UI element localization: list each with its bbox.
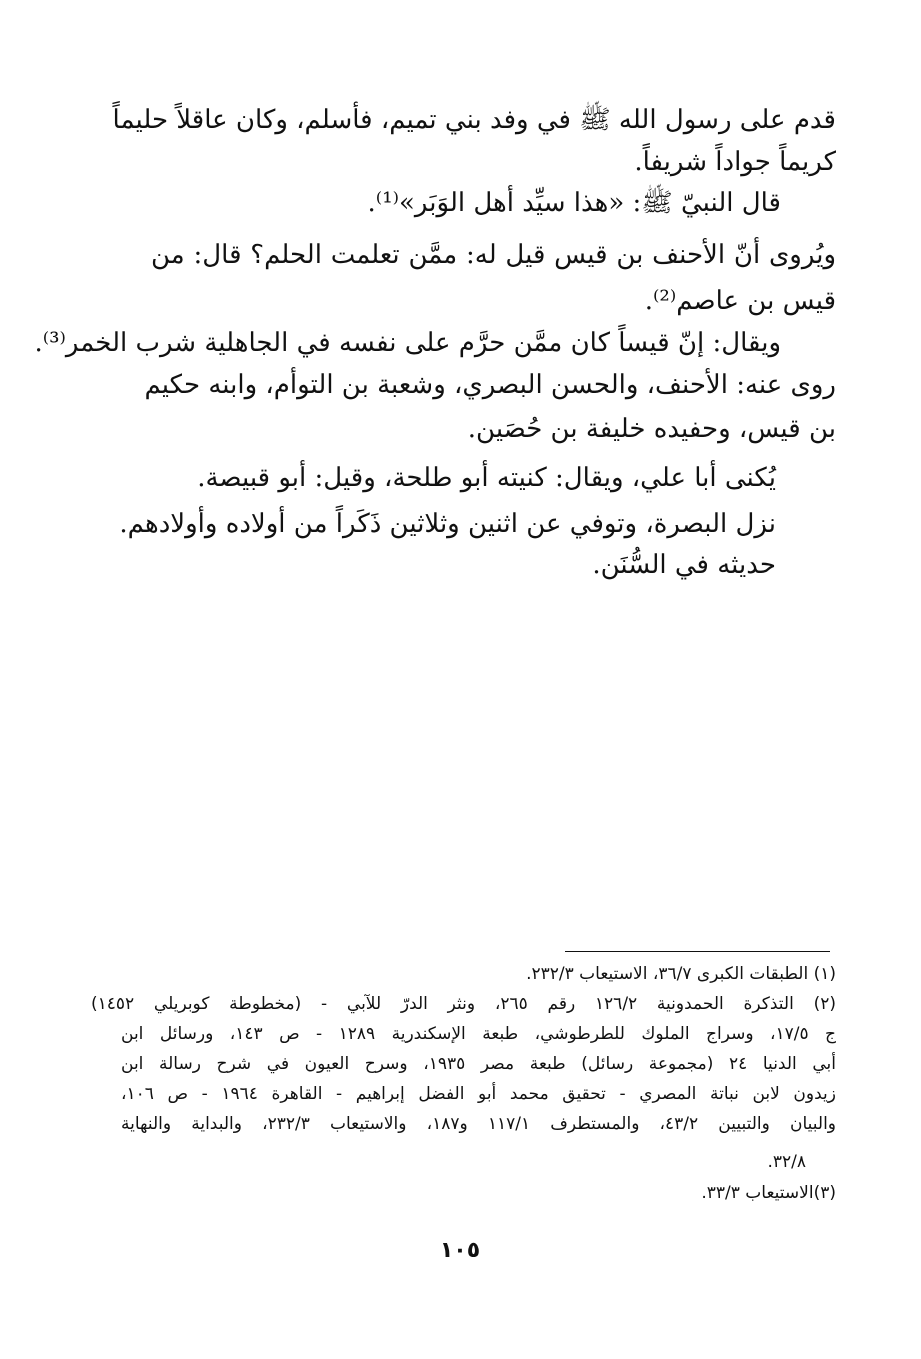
body-line: قيس بن عاصم⁽²⁾. <box>644 286 836 316</box>
footnote-line: زيدون لابن نباتة المصري - تحقيق محمد أبو الفضل إبراهيم - القاهرة ١٩٦٤ - ص ١٠٦، <box>121 1084 836 1104</box>
body-line: ويُروى أنّ الأحنف بن قيس قيل له: ممَّن تعلمت الحلم؟ قال: من <box>151 240 836 270</box>
footnote-separator <box>565 951 830 952</box>
body-line: بن قيس، وحفيده خليفة بن حُصَين. <box>467 414 836 444</box>
footnote-line: والبيان والتبيين ٤٣/٢، والمستطرف ١١٧/١ و١٨٧، والاستيعاب ٢٣٢/٣، والبداية والنهاية <box>121 1114 837 1134</box>
body-line: كريماً جواداً شريفاً. <box>634 147 836 177</box>
footnote-line: ٣٢/٨. <box>767 1152 806 1172</box>
body-line: نزل البصرة، وتوفي عن اثنين وثلاثين ذَكَراً من أولاده وأولادهم. <box>119 509 776 539</box>
body-line: حديثه في السُّنَن. <box>592 550 776 580</box>
footnote-line: (١) الطبقات الكبرى ٣٦/٧، الاستيعاب ٢٣٢/٣. <box>526 964 836 984</box>
footnote-line: ج ١٧/٥، وسراج الملوك للطرطوشي، طبعة الإسكندرية ١٢٨٩ - ص ١٤٣، ورسائل ابن <box>121 1024 837 1044</box>
body-line: قدم على رسول الله ﷺ في وفد بني تميم، فأسلم، وكان عاقلاً حليماً <box>112 105 836 135</box>
body-line: يُكنى أبا علي، ويقال: كنيته أبو طلحة، وقيل: أبو قبيصة. <box>197 463 776 493</box>
footnote-line: (٣)الاستيعاب ٣٣/٣. <box>701 1183 836 1203</box>
body-line: روى عنه: الأحنف، والحسن البصري، وشعبة بن التوأم، وابنه حكيم <box>144 370 836 400</box>
page-number: ١٠٥ <box>439 1238 481 1263</box>
footnote-line: أبي الدنيا ٢٤ (مجموعة رسائل) طبعة مصر ١٩٣٥، وسرح العيون في شرح رسالة ابن <box>121 1054 836 1074</box>
body-line: قال النبيّ ﷺ: «هذا سيِّد أهل الوَبَر»⁽¹⁾. <box>367 188 781 218</box>
body-line: ويقال: إنّ قيساً كان ممَّن حرَّم على نفسه في الجاهلية شرب الخمر⁽³⁾. <box>34 328 781 358</box>
footnote-line: (٢) التذكرة الحمدونية ١٢٦/٢ رقم ٢٦٥، ونثر الدرّ للآبي - (مخطوطة كوبريلي ١٤٥٢) <box>91 994 836 1014</box>
